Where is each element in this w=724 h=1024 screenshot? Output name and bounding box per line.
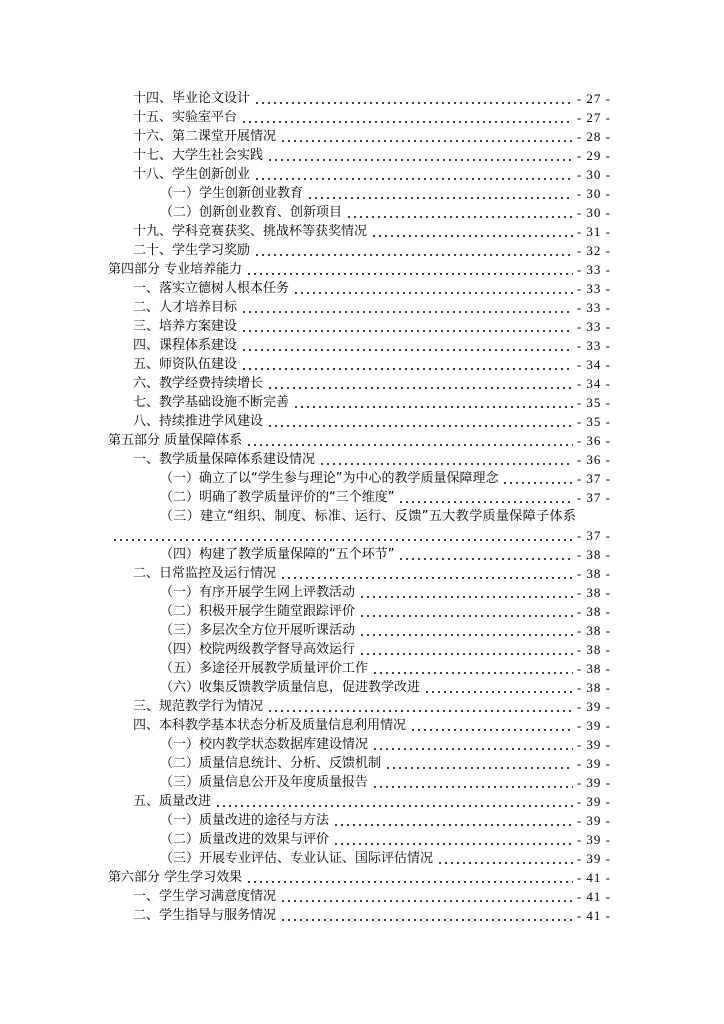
dot-leader (502, 482, 572, 484)
toc-entry (0, 449, 724, 468)
dot-leader (385, 767, 573, 769)
toc-entry-page: - 33 - (576, 319, 611, 334)
toc-entry-page: - 41 - (576, 889, 611, 904)
dot-leader (319, 463, 573, 465)
dot-leader (241, 330, 573, 332)
toc-entry-page: - 31 - (576, 224, 611, 239)
toc-entry (0, 582, 724, 601)
dot-leader (293, 292, 573, 294)
toc-entry-title: 四、本科教学基本状态分析及质量信息利用情况 (133, 718, 407, 733)
toc-entry-title: 十六、第二课堂开展情况 (133, 129, 277, 144)
toc-entry-page: - 38 - (576, 604, 611, 619)
toc-entry (0, 753, 724, 772)
toc-entry (0, 392, 724, 411)
toc-entry (0, 354, 724, 373)
toc-entry (0, 297, 724, 316)
toc-entry (0, 563, 724, 582)
toc-entry-title: （一）校内教学状态数据库建设情况 (160, 737, 369, 752)
toc-entry-page: - 38 - (576, 623, 611, 638)
toc-entry-title: 三、规范教学行为情况 (133, 699, 264, 714)
dot-leader (215, 805, 573, 807)
toc-entry-title: （六）收集反馈教学质量信息，促进教学改进 (160, 680, 421, 695)
toc-entry (0, 88, 724, 107)
toc-entry-page: - 29 - (576, 148, 611, 163)
toc-entry (0, 506, 724, 525)
toc-entry-continuation (0, 525, 724, 544)
dot-leader (241, 311, 573, 313)
dot-leader (112, 539, 573, 541)
toc-entry-page: - 39 - (576, 832, 611, 847)
toc-entry (0, 905, 724, 924)
toc-entry (0, 430, 724, 449)
toc-entry-page: - 30 - (576, 167, 611, 182)
toc-entry (0, 734, 724, 753)
dot-leader (254, 102, 573, 104)
dot-leader (267, 387, 573, 389)
dot-leader (346, 216, 573, 218)
toc-entry (0, 240, 724, 259)
toc-entry (0, 810, 724, 829)
toc-entry-title: 八、持续推进学风建设 (133, 414, 264, 429)
toc-entry-title: 四、课程体系建设 (133, 338, 238, 353)
toc-entry-page: - 41 - (576, 870, 611, 885)
dot-leader (359, 615, 573, 617)
toc-entry-title: 二、学生指导与服务情况 (133, 908, 277, 923)
toc-entry-title: （五）多途径开展教学质量评价工作 (160, 661, 369, 676)
dot-leader (246, 444, 573, 446)
dot-leader (293, 406, 573, 408)
dot-leader (372, 748, 573, 750)
toc-entry-page: - 27 - (576, 91, 611, 106)
toc-entry-page: - 37 - (576, 528, 611, 543)
toc-entry-page: - 38 - (576, 642, 611, 657)
toc-entry-title: 五、质量改进 (133, 794, 212, 809)
toc-entry (0, 316, 724, 335)
toc-entry-title: 二十、学生学习奖励 (133, 243, 251, 258)
dot-leader (280, 140, 573, 142)
toc-entry-title: 五、师资队伍建设 (133, 357, 238, 372)
toc-entry (0, 411, 724, 430)
toc-entry-page: - 37 - (576, 490, 611, 505)
toc-entry-page: - 34 - (576, 357, 611, 372)
toc-entry-page: - 33 - (576, 281, 611, 296)
toc-entry-page: - 36 - (576, 452, 611, 467)
toc-entry-page: - 30 - (576, 205, 611, 220)
dot-leader (410, 729, 573, 731)
toc-entry-page: - 39 - (576, 794, 611, 809)
dot-leader (359, 634, 573, 636)
toc-entry-title: （三）质量信息公开及年度质量报告 (160, 775, 369, 790)
toc-entry-title: （一）质量改进的途径与方法 (160, 813, 330, 828)
toc-entry (0, 772, 724, 791)
toc-entry-page: - 41 - (576, 908, 611, 923)
dot-leader (267, 159, 573, 161)
toc-entry-title: 十四、毕业论文设计 (133, 91, 251, 106)
table-of-contents (0, 88, 724, 924)
dot-leader (280, 900, 573, 902)
dot-leader (307, 197, 573, 199)
toc-entry-title: （三）建立“组织、制度、标准、运行、反馈”五大教学质量保障子体系 (160, 509, 577, 524)
toc-entry-title: 第六部分 学生学习效果 (108, 870, 243, 885)
toc-entry-title: 第五部分 质量保障体系 (108, 433, 243, 448)
toc-entry (0, 601, 724, 620)
toc-entry-title: （四）构建了教学质量保障的“五个环节” (160, 547, 395, 562)
toc-entry-title: 一、落实立德树人根本任务 (133, 281, 290, 296)
toc-entry-title: （三）开展专业评估、专业认证、国际评估情况 (160, 851, 434, 866)
toc-entry-page: - 39 - (576, 718, 611, 733)
dot-leader (241, 368, 573, 370)
toc-entry-page: - 33 - (576, 300, 611, 315)
toc-entry-title: （二）明确了教学质量评价的“三个维度” (160, 490, 395, 505)
toc-entry-title: 第四部分 专业培养能力 (108, 262, 243, 277)
dot-leader (359, 653, 573, 655)
toc-entry (0, 107, 724, 126)
toc-entry-title: （二）质量信息统计、分析、反馈机制 (160, 756, 382, 771)
dot-leader (280, 919, 573, 921)
toc-entry (0, 335, 724, 354)
toc-entry (0, 145, 724, 164)
toc-entry-page: - 35 - (576, 414, 611, 429)
toc-entry-title: （一）学生创新创业教育 (160, 186, 304, 201)
toc-entry-title: （二）质量改进的效果与评价 (160, 832, 330, 847)
toc-entry (0, 829, 724, 848)
toc-entry (0, 126, 724, 145)
dot-leader (398, 558, 572, 560)
toc-entry-page: - 38 - (576, 585, 611, 600)
dot-leader (437, 862, 573, 864)
toc-entry-page: - 39 - (576, 813, 611, 828)
toc-entry-page: - 39 - (576, 699, 611, 714)
toc-entry (0, 468, 724, 487)
toc-entry-title: 六、教学经费持续增长 (133, 376, 264, 391)
toc-entry-page: - 39 - (576, 775, 611, 790)
toc-entry-page: - 33 - (576, 262, 611, 277)
toc-entry-title: （三）多层次全方位开展听课活动 (160, 623, 356, 638)
dot-leader (371, 235, 573, 237)
dot-leader (424, 691, 573, 693)
toc-entry-title: 十五、实验室平台 (133, 110, 238, 125)
toc-entry-title: 二、人才培养目标 (133, 300, 238, 315)
toc-entry-title: 七、教学基础设施不断完善 (133, 395, 290, 410)
dot-leader (241, 121, 573, 123)
toc-entry (0, 658, 724, 677)
toc-entry-page: - 28 - (576, 129, 611, 144)
toc-entry-page: - 27 - (576, 110, 611, 125)
dot-leader (254, 254, 573, 256)
toc-entry (0, 639, 724, 658)
toc-entry-title: （四）校院两级教学督导高效运行 (160, 642, 356, 657)
dot-leader (372, 786, 573, 788)
toc-entry (0, 848, 724, 867)
dot-leader (254, 178, 573, 180)
toc-entry-title: 十八、学生创新创业 (133, 167, 251, 182)
toc-entry-page: - 39 - (576, 756, 611, 771)
toc-entry-title: 十七、大学生社会实践 (133, 148, 264, 163)
toc-entry (0, 278, 724, 297)
toc-entry-title: 一、教学质量保障体系建设情况 (133, 452, 316, 467)
toc-entry-title: 三、培养方案建设 (133, 319, 238, 334)
dot-leader (398, 501, 572, 503)
toc-entry-title: （二）积极开展学生随堂跟踪评价 (160, 604, 356, 619)
dot-leader (333, 824, 573, 826)
toc-entry-page: - 38 - (576, 566, 611, 581)
toc-entry-title: 二、日常监控及运行情况 (133, 566, 277, 581)
toc-entry-page: - 30 - (576, 186, 611, 201)
toc-entry (0, 202, 724, 221)
toc-entry-page: - 36 - (576, 433, 611, 448)
toc-entry-page: - 38 - (576, 661, 611, 676)
toc-entry (0, 677, 724, 696)
toc-entry-page: - 38 - (576, 680, 611, 695)
dot-leader (246, 273, 573, 275)
dot-leader (267, 425, 573, 427)
toc-entry (0, 221, 724, 240)
toc-entry (0, 164, 724, 183)
toc-entry (0, 487, 724, 506)
dot-leader (359, 596, 573, 598)
toc-entry-title: （一）确立了以“学生参与理论”为中心的教学质量保障理念 (160, 471, 499, 486)
toc-entry (0, 373, 724, 392)
toc-entry-page: - 33 - (576, 338, 611, 353)
dot-leader (333, 843, 573, 845)
toc-entry (0, 715, 724, 734)
toc-entry-page: - 38 - (576, 547, 611, 562)
toc-entry (0, 867, 724, 886)
toc-entry (0, 886, 724, 905)
toc-entry-page: - 34 - (576, 376, 611, 391)
toc-entry (0, 791, 724, 810)
dot-leader (280, 577, 573, 579)
toc-entry (0, 696, 724, 715)
toc-entry (0, 183, 724, 202)
toc-entry-title: 十九、学科竞赛获奖、挑战杯等获奖情况 (133, 224, 368, 239)
toc-entry-page: - 39 - (576, 737, 611, 752)
toc-entry-page: - 39 - (576, 851, 611, 866)
toc-entry (0, 544, 724, 563)
toc-entry-title: 一、学生学习满意度情况 (133, 889, 277, 904)
toc-entry-title: （二）创新创业教育、创新项目 (160, 205, 343, 220)
dot-leader (372, 672, 573, 674)
dot-leader (246, 881, 573, 883)
toc-entry-page: - 35 - (576, 395, 611, 410)
toc-entry-page: - 32 - (576, 243, 611, 258)
toc-entry-title: （一）有序开展学生网上评教活动 (160, 585, 356, 600)
dot-leader (241, 349, 573, 351)
toc-entry (0, 259, 724, 278)
toc-entry-page: - 37 - (576, 471, 611, 486)
dot-leader (267, 710, 573, 712)
toc-entry (0, 620, 724, 639)
